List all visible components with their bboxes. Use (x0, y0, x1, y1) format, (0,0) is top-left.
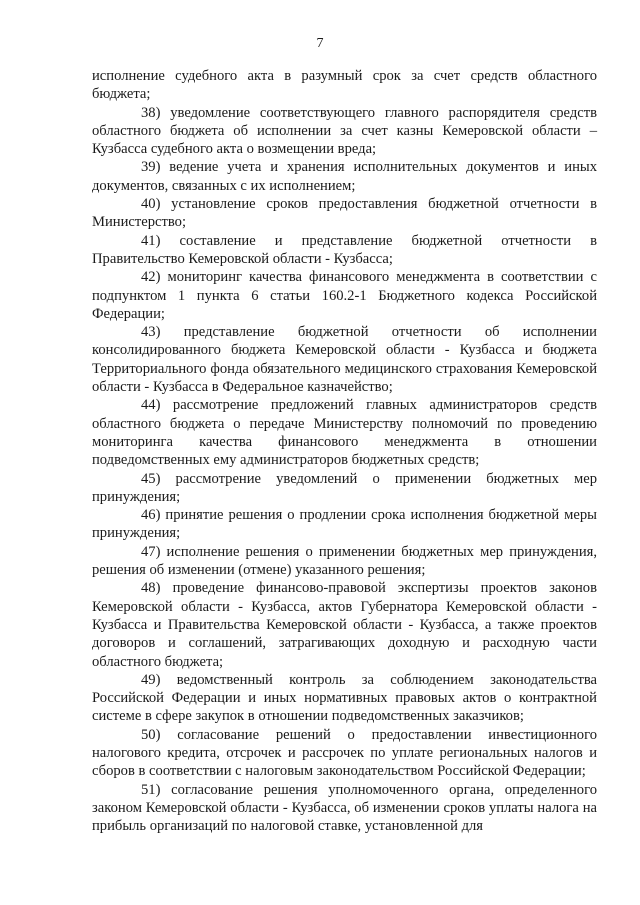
paragraph-item-43: 43) представление бюджетной отчетности об исполнении консолидированного бюджета Кемеровской области - Кузбасса и бюджета Территориального фонда обязательного медицинского страхования Кемеровской области - Кузбасса в Федеральное казначейство; (92, 324, 597, 396)
paragraph-item-44: 44) рассмотрение предложений главных администраторов средств областного бюджета о передаче Министерству полномочий по проведению мониторинга качества финансового менеджмента в отношении подведомственных ему администраторов бюджетных средств; (92, 397, 597, 469)
page-number: 7 (316, 36, 324, 51)
paragraph-item-46: 46) принятие решения о продлении срока исполнения бюджетной меры принуждения; (92, 507, 597, 542)
paragraph-item-42: 42) мониторинг качества финансового менеджмента в соответствии с подпунктом 1 пункта 6 статьи 160.2-1 Бюджетного кодекса Российской Федерации; (92, 269, 597, 322)
paragraph-item-48: 48) проведение финансово-правовой экспертизы проектов законов Кемеровской области - Кузбасса, актов Губернатора Кемеровской области - Кузбасса и Правительства Кемеровской области - Кузбасса, а также проектов договоров и соглашений, затрагивающих доходную и расходную части областного бюджета; (92, 580, 597, 670)
paragraph-item-47: 47) исполнение решения о применении бюджетных мер принуждения, решения об изменении (отмене) указанного решения; (92, 543, 597, 579)
paragraph-continuation: исполнение судебного акта в разумный срок за счет средств областного бюджета; (92, 68, 597, 103)
paragraph-item-40: 40) установление сроков предоставления бюджетной отчетности в Министерство; (92, 196, 597, 231)
paragraph-item-38: 38) уведомление соответствующего главного распорядителя средств областного бюджета об исполнении за счет казны Кемеровской области – Кузбасса судебного акта о возмещении вреда; (92, 104, 597, 158)
paragraph-item-41: 41) составление и представление бюджетной отчетности в Правительство Кемеровской области - Кузбасса; (92, 232, 597, 267)
paragraph-item-39: 39) ведение учета и хранения исполнительных документов и иных документов, связанных с их исполнением; (92, 159, 597, 194)
paragraph-item-49: 49) ведомственный контроль за соблюдением законодательства Российской Федерации и иных нормативных правовых актов о контрактной системе в сфере закупок в отношении подведомственных заказчиков; (92, 671, 597, 725)
document-body (92, 67, 597, 835)
paragraph-item-45: 45) рассмотрение уведомлений о применении бюджетных мер принуждения; (92, 470, 597, 505)
paragraph-item-51: 51) согласование решения уполномоченного органа, определенного законом Кемеровской области - Кузбасса, об изменении сроков уплаты налога на прибыль организаций по налоговой ставке, установленной для (92, 781, 597, 835)
paragraph-item-50: 50) согласование решений о предоставлении инвестиционного налогового кредита, отсрочек и рассрочек по уплате региональных налогов и сборов в соответствии с налоговым законодательством Российской Федерации; (92, 726, 597, 780)
